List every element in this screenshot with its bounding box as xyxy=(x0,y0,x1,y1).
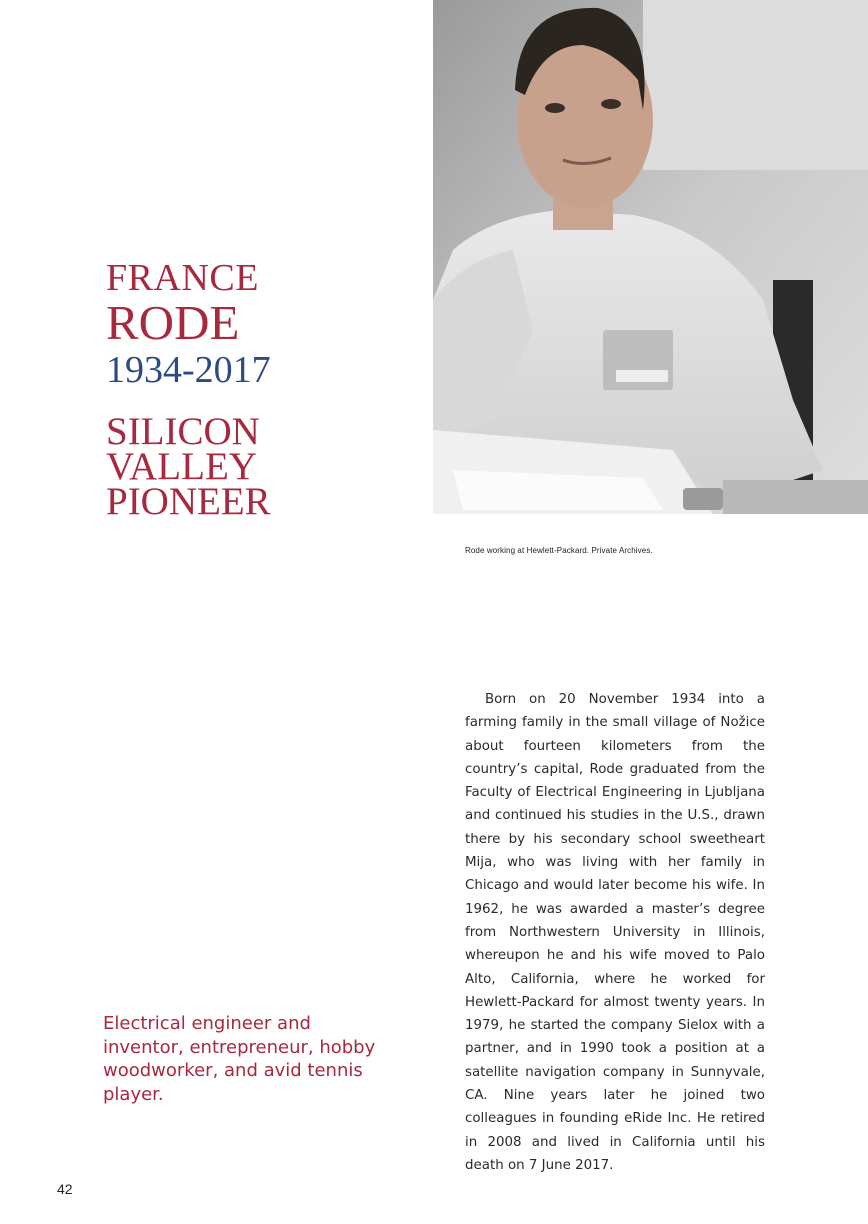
name-heading xyxy=(106,258,271,392)
life-years: 1934-2017 xyxy=(106,349,271,391)
biography-paragraph: Born on 20 November 1934 into a farming family in the small village of Nožice about fourteen kilometers from the country’s capital, Rode graduated from the Faculty of Electrical Engineering in Ljubljana and continued his studies in the U.S., drawn there by his secondary school sweetheart Mija, who was living with her family in Chicago and would later become his wife. In 1962, he was awarded a master’s degree from Northwestern University in Illinois, whereupon he and his wife moved to Palo Alto, California, where he worked for Hewlett-Packard for almost twenty years. In 1979, he started the company Sielox with a partner, and in 1990 took a position at a satellite navigation company in Sunnyvale, CA. Nine years later he joined two colleagues in founding eRide Inc. He retired in 2008 and lived in California until his death on 7 June 2017. xyxy=(465,692,765,1173)
wall-map xyxy=(643,0,868,170)
watch xyxy=(683,488,723,510)
portrait-photo xyxy=(433,0,868,514)
subtitle-line: SILICON xyxy=(106,410,260,453)
first-name: FRANCE xyxy=(106,257,259,299)
page-number: 42 xyxy=(57,1181,73,1197)
summary-text: Electrical engineer and inventor, entrepreneur, hobby woodworker, and avid tennis player. xyxy=(103,1013,376,1105)
subtitle-line: VALLEY xyxy=(106,445,257,488)
last-name: RODE xyxy=(106,295,240,350)
photo-caption: Rode working at Hewlett-Packard. Private Archives. xyxy=(465,546,653,555)
subtitle-line: PIONEER xyxy=(106,480,271,523)
subtitle xyxy=(106,410,271,523)
portrait-illustration xyxy=(433,0,868,514)
